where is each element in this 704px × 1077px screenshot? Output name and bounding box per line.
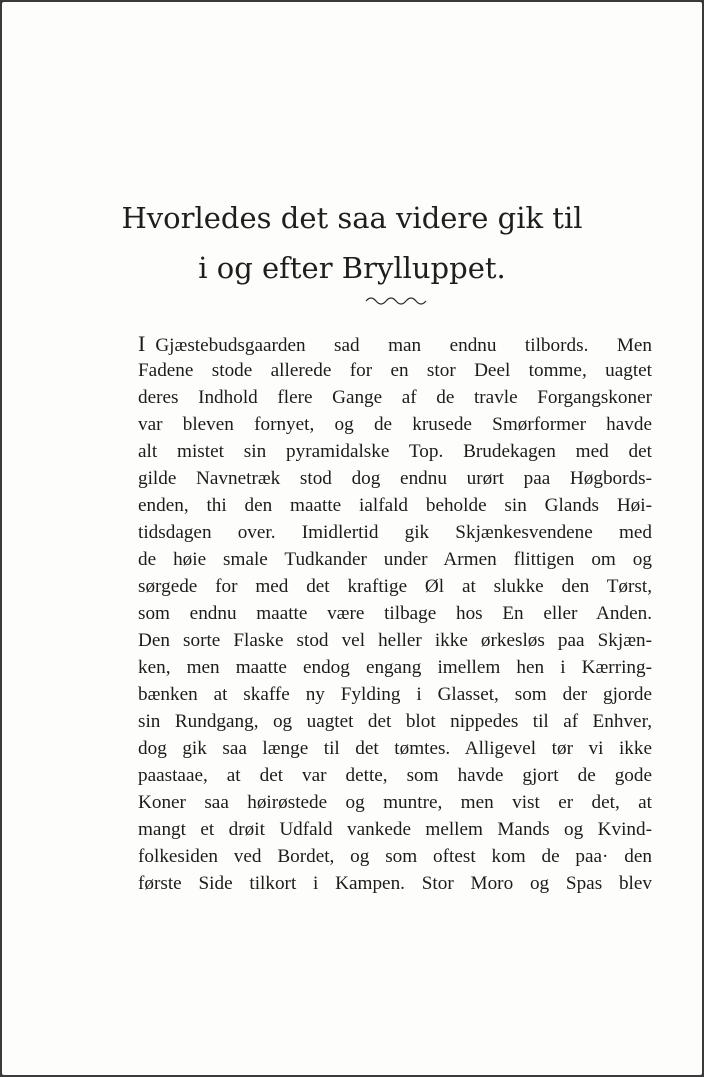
text-line: I Gjæstebudsgaarden sad man endnu tilbords. Men bbox=[138, 331, 652, 356]
text-line: var bleven fornyet, og de krusede Smørformer havde bbox=[138, 414, 652, 435]
text-line: bænken at skaffe ny Fylding i Glasset, som der gjorde bbox=[138, 684, 652, 705]
text-line: Koner saa høirøstede og muntre, men vist er det, at bbox=[138, 792, 652, 813]
text-line: sørgede for med det kraftige Øl at slukke den Tørst, bbox=[138, 576, 652, 597]
chapter-title-line-2: i og efter Brylluppet. bbox=[198, 251, 506, 285]
chapter-title-line-1: Hvorledes det saa videre gik til bbox=[121, 201, 583, 235]
text-line: Fadene stode allerede for en stor Deel tomme, uagtet bbox=[138, 360, 652, 381]
text-line: deres Indhold flere Gange af de travle Forgangskoner bbox=[138, 387, 652, 408]
text-line: de høie smale Tudkander under Armen flittigen om og bbox=[138, 549, 652, 570]
text-line: gilde Navnetræk stod dog endnu urørt paa Høgbords- bbox=[138, 468, 652, 489]
book-page bbox=[2, 2, 702, 1075]
text-line: første Side tilkort i Kampen. Stor Moro og Spas blev bbox=[138, 873, 652, 894]
text-line: folkesiden ved Bordet, og som oftest kom de paa· den bbox=[138, 846, 652, 867]
text-line: sin Rundgang, og uagtet det blot nippedes til af Enhver, bbox=[138, 711, 652, 732]
text-line: enden, thi den maatte ialfald beholde sin Glands Høi- bbox=[138, 495, 652, 516]
text-line: mangt et drøit Udfald vankede mellem Mands og Kvind- bbox=[138, 819, 652, 840]
squiggle-ornament-icon bbox=[364, 292, 428, 308]
text-line: paastaae, at det var dette, som havde gjort de gode bbox=[138, 765, 652, 786]
text-line: alt mistet sin pyramidalske Top. Brudekagen med det bbox=[138, 441, 652, 462]
initial-letter: I bbox=[138, 331, 146, 356]
text-line: Den sorte Flaske stod vel heller ikke ørkesløs paa Skjæn- bbox=[138, 630, 652, 651]
text-line: ken, men maatte endog engang imellem hen i Kærring- bbox=[138, 657, 652, 678]
body-paragraph bbox=[138, 330, 652, 897]
text-line: tidsdagen over. Imidlertid gik Skjænkesvendene med bbox=[138, 522, 652, 543]
text-line: som endnu maatte være tilbage hos En eller Anden. bbox=[138, 603, 652, 624]
text-line: dog gik saa længe til det tømtes. Alligevel tør vi ikke bbox=[138, 738, 652, 759]
